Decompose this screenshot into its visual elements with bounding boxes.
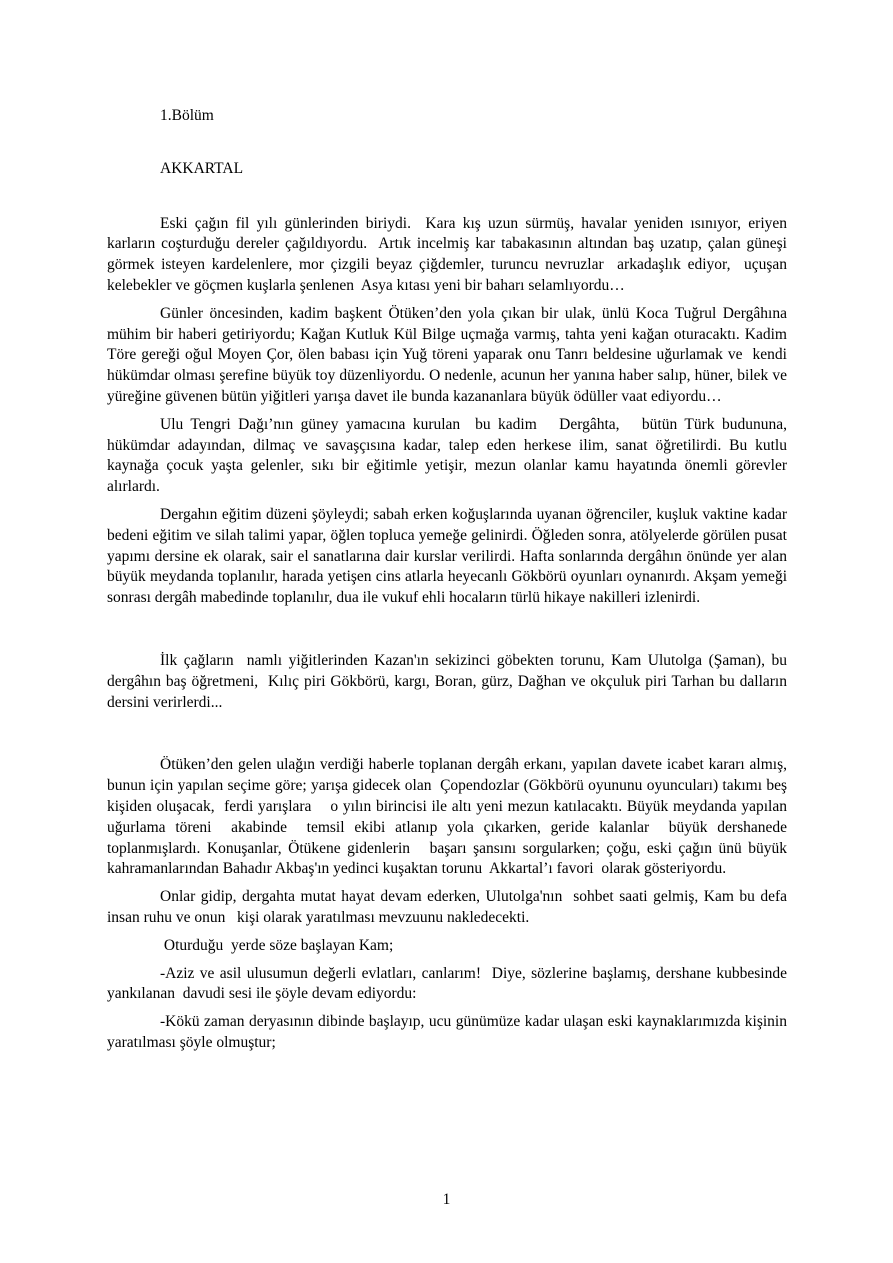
paragraph: -Aziz ve asil ulusumun değerli evlatları, canlarım! Diye, sözlerine başlamış, dershane kubbesinde yankılanan davudi sesi ile şöyle devam ediyordu:: [107, 964, 791, 1003]
paragraph: Günler öncesinden, kadim başkent Ötüken’den yola çıkan bir ulak, ünlü Koca Tuğrul Dergâhına mühim bir haberi getiriyordu; Kağan Kutluk Kül Bilge uçmağa varmış, tahta yeni kağan oturacaktı. Kadim Töre gereği oğul Moyen Çor, ölen babası için Yuğ töreni yaparak onu Tanrı beldesine uğurlamak ve kendi hükümdar olması şerefine büyük toy düzenliyordu. O nedenle, acunun her yanına haber salıp, hüner, bilek ve yüreğine güvenen bütün yiğitleri yarışa davet ile bunda kazananlara büyük ödüller vaat ediyordu…: [107, 304, 791, 405]
chapter-label: 1.Bölüm: [160, 107, 214, 124]
paragraph: Oturduğu yerde söze başlayan Kam;: [160, 936, 394, 954]
paragraph: Dergahın eğitim düzeni şöyleydi; sabah erken koğuşlarında uyanan öğrenciler, kuşluk vaktine kadar bedeni eğitim ve silah talimi yapar, öğlen topluca yemeğe gelinirdi. Öğleden sonra, atölyelerde görülen pusat yapımı dersine ek olarak, sair el sanatlarına dair kurslar verilirdi. Hafta sonlarında dergâhın önünde yer alan büyük meydanda toplanılır, harada yetişen cins atlarla heyecanlı Gökbörü oyunları oynanırdı. Akşam yemeği sonrası dergâh mabedinde toplanılır, dua ile vukuf ehli hocaların türlü hikaye nakilleri izlenirdi.: [107, 505, 791, 607]
paragraph: Ulu Tengri Dağı’nın güney yamacına kurulan bu kadim Dergâhta, bütün Türk budununa, hükümdar adayından, dilmaç ve savaşçısına kadar, talep eden herkese ilim, sanat öğretilirdi. Bu kutlu kaynağa çocuk yaşta gelenler, sıkı bir eğitimle yetişir, mezun olanlar kamu hayatında önemli görevler alırlardı.: [107, 415, 791, 496]
document-page: [107, 104, 795, 1061]
chapter-title: AKKARTAL: [160, 159, 244, 177]
paragraph: Onlar gidip, dergahta mutat hayat devam ederken, Ulutolga'nın sohbet saati gelmiş, Kam bu defa insan ruhu ve onun kişi olarak yaratılması mevzuunu nakledecekti.: [107, 888, 795, 926]
paragraph: -Kökü zaman deryasının dibinde başlayıp, ucu günümüze kadar ulaşan eski kaynaklarımızda kişinin yaratılması şöyle olmuştur;: [107, 1013, 795, 1051]
paragraph: Ötüken’den gelen ulağın verdiği haberle toplanan dergâh erkanı, yapılan davete icabet kararı almış, bunun için yapılan seçime göre; yarışa gidecek olan Çopendozlar (Gökbörü oyununu oyuncuları) takımı beş kişiden oluşacak, ferdi yarışlara o yılın birincisi ile altı yeni mezun katılacaktı. Büyük meydanda yapılan uğurlama töreni akabinde temsil ekibi atlanıp yola çıkarken, geride kalanlar büyük dershanede toplanmışlardı. Konuşanlar, Ötükene gidenlerin başarı şansını sorgularken; çoğu, eski çağın ünü büyük kahramanlarından Bahadır Akbaş'ın yedinci kuşaktan torunu Akkartal’ı favori olarak gösteriyordu.: [107, 756, 795, 878]
paragraph: İlk çağların namlı yiğitlerinden Kazan'ın sekizinci göbekten torunu, Kam Ulutolga (Şaman), bu dergâhın baş öğretmeni, Kılıç piri Gökbörü, kargı, Boran, gürz, Dağhan ve okçuluk piri Tarhan bu dalların dersini verirlerdi...: [107, 651, 791, 711]
paragraph: Eski çağın fil yılı günlerinden biriydi. Kara kış uzun sürmüş, havalar yeniden ısınıyor, eriyen karların coşturduğu dereler çağıldıyordu. Artık incelmiş kar tabakasının altından baş uzatıp, çalan güneşi görmek isteyen kardelenlere, mor çizgili beyaz çiğdemler, turuncu nevruzlar arkadaşlık ediyor, uçuşan kelebekler ve göçmen kuşlarla şenlenen Asya kıtası yeni bir baharı selamlıyordu…: [107, 214, 795, 294]
page-number: 1: [442, 1191, 451, 1208]
body-text: [107, 214, 795, 1054]
